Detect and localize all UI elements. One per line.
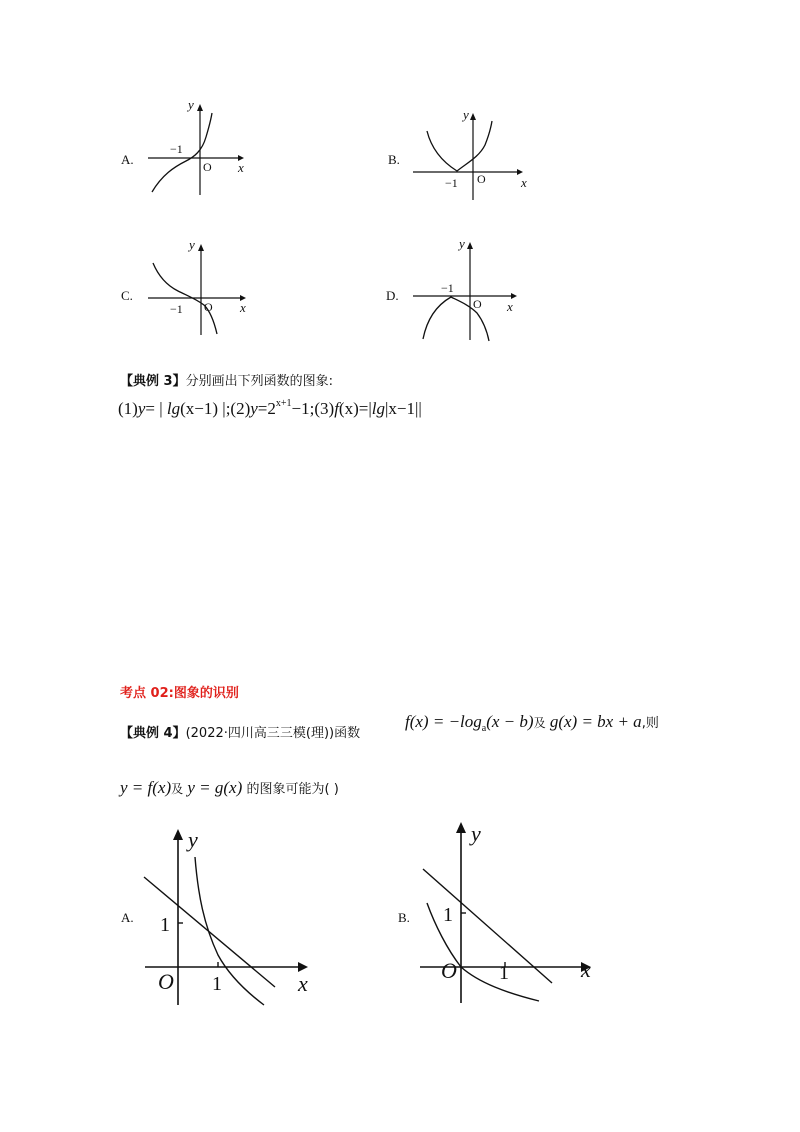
- y-axis-label: y: [189, 237, 195, 252]
- log-base: a: [481, 723, 487, 734]
- option-a-label: A.: [121, 152, 134, 167]
- example4-line2: [120, 778, 339, 798]
- y-eq-g: y = g(x): [187, 778, 243, 797]
- tick-label: −1: [170, 142, 183, 156]
- item2-exponent: x+1: [275, 398, 292, 409]
- separator-1: ;: [225, 399, 231, 418]
- x-tick-label: 1: [212, 973, 222, 995]
- y-axis-label: y: [459, 236, 465, 251]
- graph-option-d: [405, 235, 530, 345]
- y-axis-label: y: [463, 107, 469, 122]
- example3-line: [120, 370, 333, 389]
- item2-base: =2: [257, 399, 276, 418]
- y-axis-arrow: [470, 113, 476, 120]
- x-tick-label: 1: [499, 962, 509, 984]
- item3-lg: lg: [371, 399, 385, 418]
- option2-b-label: B.: [398, 910, 410, 925]
- option2-a-label: A.: [121, 910, 134, 925]
- f-argument: (x − b): [486, 712, 534, 731]
- tail-text: ,则: [641, 716, 659, 731]
- example3-prompt: 分别画出下列函数的图象:: [185, 374, 333, 389]
- item1-number: (1): [118, 399, 138, 418]
- item2-rest: −1: [291, 399, 310, 418]
- option-c-label: C.: [121, 288, 133, 303]
- item3-arg: (x): [338, 399, 359, 418]
- conjunction-1: 及: [533, 716, 546, 730]
- origin-label: O: [441, 958, 457, 983]
- log-curve: [195, 857, 264, 1005]
- item3-number: (3): [314, 399, 335, 418]
- origin-label: O: [204, 300, 213, 314]
- example4-formula: [405, 712, 659, 734]
- item3-eq: =|: [358, 399, 372, 418]
- y-axis-label: y: [471, 821, 481, 846]
- example4-line1: [120, 722, 360, 741]
- y-eq-f: y = f(x): [120, 778, 172, 797]
- example4-source: (2022·四川高三三模(理))函数: [185, 726, 361, 741]
- x-axis-label: x: [507, 299, 513, 314]
- item1-arg: (x−1) |: [180, 399, 226, 418]
- g-definition: g(x) = bx + a: [549, 712, 642, 731]
- y-axis-arrow: [456, 822, 466, 833]
- y-axis-arrow: [173, 829, 183, 840]
- tick-label: −1: [445, 176, 458, 190]
- f-definition: f(x) = −log: [405, 712, 482, 731]
- x-axis-label: x: [240, 300, 246, 315]
- origin-label: O: [477, 172, 486, 186]
- option-d-label: D.: [386, 288, 399, 303]
- item1-eq: = |: [145, 399, 167, 418]
- y-axis-arrow: [197, 104, 203, 111]
- item2-y: y: [250, 399, 258, 418]
- item2-number: (2): [230, 399, 251, 418]
- item1-y: y: [137, 399, 146, 418]
- y-tick-label: 1: [160, 914, 170, 936]
- example3-tag: 【典例 3】: [120, 374, 186, 389]
- question-tail: 的图象可能为( ): [246, 782, 339, 797]
- separator-2: ;: [309, 399, 315, 418]
- origin-label: O: [203, 160, 212, 174]
- item3-rest: |x−1||: [384, 399, 422, 418]
- x-axis-label: x: [521, 175, 527, 190]
- item1-lg: lg: [166, 399, 181, 418]
- curve: [427, 121, 492, 171]
- item3-f: f: [334, 399, 339, 418]
- y-tick-label: 1: [443, 904, 453, 926]
- section-heading: 考点 02:图象的识别: [120, 686, 239, 701]
- y-axis-label: y: [188, 827, 198, 852]
- tick-label: −1: [441, 281, 454, 295]
- example3-formulas: [118, 398, 422, 419]
- graph2-option-a: [140, 825, 330, 1010]
- y-axis-arrow: [467, 242, 473, 249]
- origin-label: O: [473, 297, 482, 311]
- y-axis-arrow: [198, 244, 204, 251]
- graph-option-c: [140, 235, 260, 345]
- x-axis-label: x: [298, 971, 308, 996]
- y-axis-label: y: [188, 97, 194, 112]
- conjunction-2: 及: [171, 782, 184, 796]
- example4-tag: 【典例 4】: [120, 726, 186, 741]
- graph2-option-b: [415, 815, 610, 1005]
- origin-label: O: [158, 969, 174, 994]
- option-b-label: B.: [388, 152, 400, 167]
- x-axis-label: x: [581, 957, 591, 982]
- tick-label: −1: [170, 302, 183, 316]
- graph-option-a: [140, 95, 260, 205]
- graph-option-b: [405, 105, 535, 205]
- x-axis-label: x: [238, 160, 244, 175]
